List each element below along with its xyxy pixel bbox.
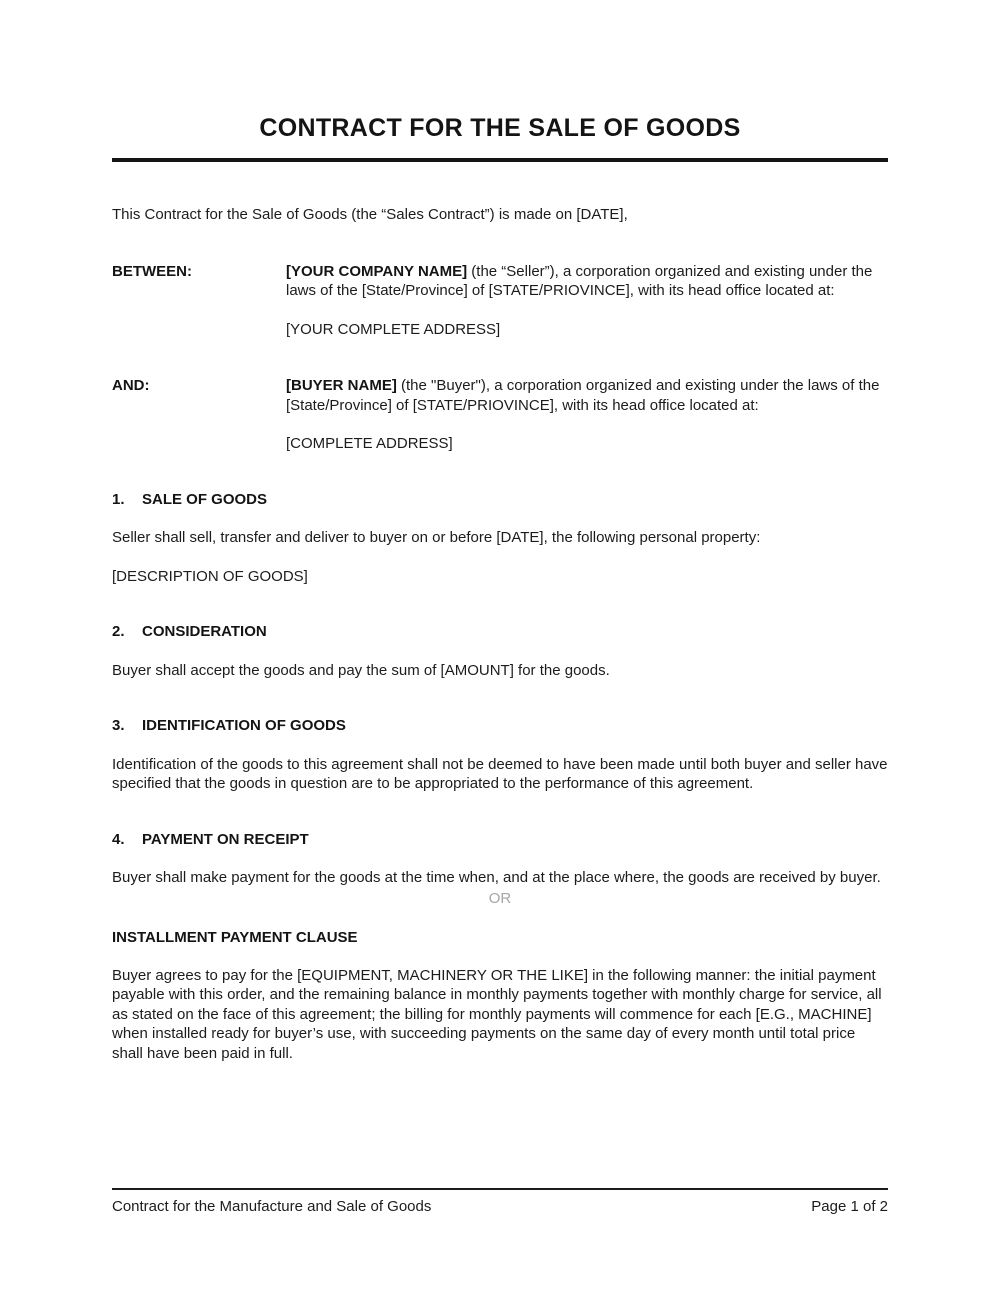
title-divider-rule <box>112 158 888 162</box>
section-heading <box>112 830 888 850</box>
buyer-name-placeholder: [BUYER NAME] <box>286 377 397 394</box>
seller-address-placeholder: [YOUR COMPLETE ADDRESS] <box>286 320 501 338</box>
seller-description <box>286 262 888 301</box>
description-of-goods-placeholder: [DESCRIPTION OF GOODS] <box>112 567 308 585</box>
section-number: 4. <box>112 830 125 848</box>
section-heading-text: CONSIDERATION <box>142 623 267 640</box>
or-divider: OR <box>488 889 512 907</box>
section-payment-on-receipt <box>112 830 888 888</box>
section-heading <box>112 622 888 642</box>
installment-clause-heading: INSTALLMENT PAYMENT CLAUSE <box>112 929 358 946</box>
seller-description-text: (the “Seller”), a corporation organized and existing under the laws of the [State/Province] of [STATE/PRIOVINCE], with its head office located at: <box>286 262 873 299</box>
buyer-description <box>286 376 888 415</box>
between-label: BETWEEN: <box>112 262 192 280</box>
section-heading-text: PAYMENT ON RECEIPT <box>142 830 309 848</box>
installment-clause-paragraph: Buyer agrees to pay for the [EQUIPMENT, MACHINERY OR THE LIKE] in the following manner: the initial payment payable with this order, and the remaining balance in monthly payments together with monthly charge for service, all as stated on the face of this agreement; the billing for monthly payments will commence for each [E.G., MACHINE] when installed ready for buyer’s use, with succeeding payments on the same day of every month until total price shall have been paid in full. <box>112 966 882 1062</box>
section-sale-of-goods <box>112 490 888 587</box>
section-heading <box>112 716 888 736</box>
buyer-details <box>286 376 888 454</box>
and-label: AND: <box>112 377 150 394</box>
buyer-address-placeholder: [COMPLETE ADDRESS] <box>286 435 453 452</box>
installment-payment-clause-block <box>112 928 888 1063</box>
section-heading-text: SALE OF GOODS <box>142 490 268 508</box>
intro-paragraph: This Contract for the Sale of Goods (the “Sales Contract”) is made on [DATE], <box>112 206 628 223</box>
section-paragraph: Buyer shall accept the goods and pay the sum of [AMOUNT] for the goods. <box>112 661 610 679</box>
and-block <box>112 376 888 454</box>
section-identification-of-goods <box>112 716 888 794</box>
section-paragraph: Buyer shall make payment for the goods at the time when, and at the place where, the goods are received by buyer. <box>112 869 881 886</box>
section-number: 2. <box>112 623 125 640</box>
section-number: 1. <box>112 490 125 508</box>
section-heading-text: IDENTIFICATION OF GOODS <box>142 717 346 734</box>
footer-page-number: Page 1 of 2 <box>811 1198 888 1215</box>
between-block <box>112 262 888 340</box>
section-paragraph: Seller shall sell, transfer and deliver to buyer on or before [DATE], the following personal property: <box>112 529 761 546</box>
buyer-description-text: (the "Buyer"), a corporation organized and existing under the laws of the [State/Province] of [STATE/PRIOVINCE], with its head office located at: <box>286 377 880 414</box>
section-paragraph: Identification of the goods to this agreement shall not be deemed to have been made until both buyer and seller have specified that the goods in question are to be appropriated to the performance of this agreement. <box>112 755 888 792</box>
section-number: 3. <box>112 717 125 734</box>
seller-name-placeholder: [YOUR COMPANY NAME] <box>286 262 468 280</box>
footer-document-name: Contract for the Manufacture and Sale of Goods <box>112 1198 432 1215</box>
seller-details <box>286 262 888 340</box>
section-heading <box>112 490 888 510</box>
section-consideration <box>112 622 888 680</box>
document-content <box>112 0 888 1063</box>
page-footer <box>112 1188 888 1216</box>
document-title: CONTRACT FOR THE SALE OF GOODS <box>259 114 741 142</box>
